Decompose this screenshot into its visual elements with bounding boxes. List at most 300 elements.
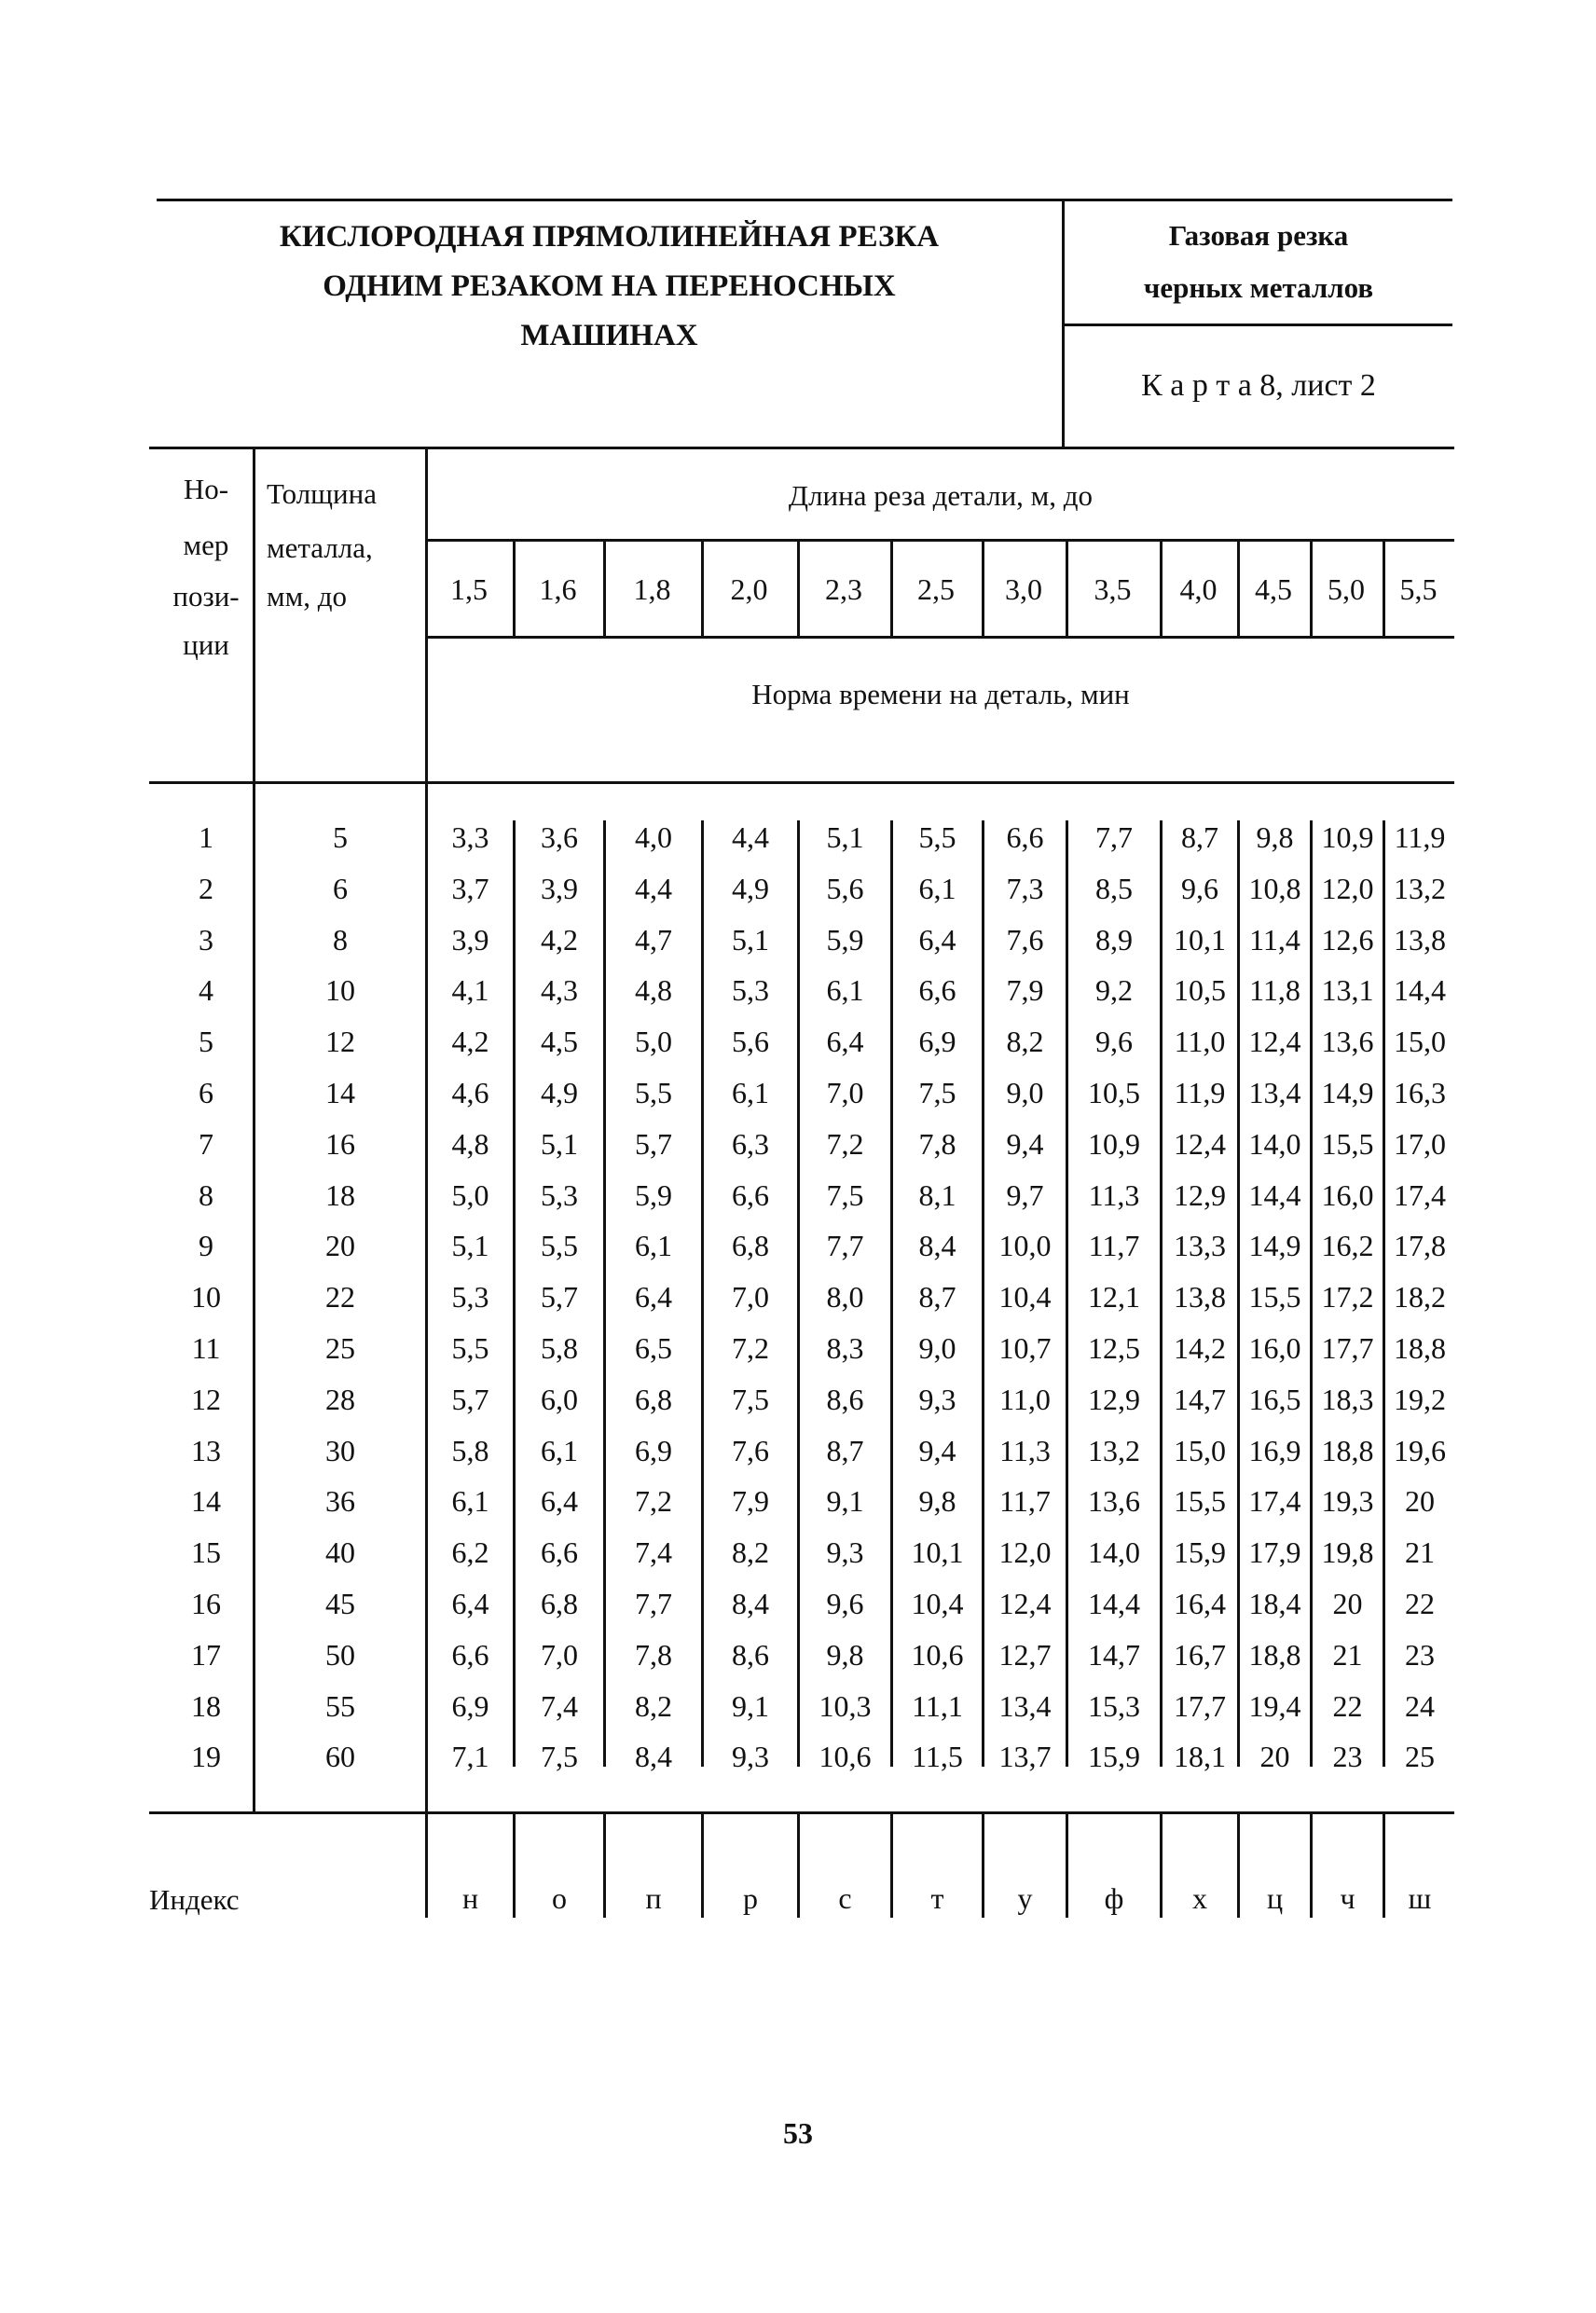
table-cell: 12,4 xyxy=(1248,1025,1301,1058)
table-row-thickness: 22 xyxy=(325,1280,355,1314)
table-cell: 5,5 xyxy=(541,1229,578,1262)
table-cell: 17,9 xyxy=(1248,1535,1301,1569)
table-cell: 7,8 xyxy=(635,1638,672,1672)
table-cell: 16,3 xyxy=(1394,1076,1446,1109)
table-cell: 16,9 xyxy=(1248,1434,1301,1467)
table-cell: 9,7 xyxy=(1006,1178,1044,1212)
table-cell: 13,1 xyxy=(1321,973,1374,1007)
table-cell: 12,7 xyxy=(998,1638,1052,1672)
table-cell: 6,4 xyxy=(918,923,956,957)
length-value: 2,0 xyxy=(730,572,768,606)
rule-body-col-8 xyxy=(1160,820,1163,1767)
table-cell: 8,1 xyxy=(918,1178,956,1212)
table-cell: 10,3 xyxy=(819,1689,872,1723)
table-cell: 12,4 xyxy=(1174,1127,1226,1161)
table-cell: 13,7 xyxy=(998,1740,1052,1773)
table-cell: 6,1 xyxy=(541,1434,578,1467)
table-cell: 9,6 xyxy=(1095,1025,1133,1058)
table-cell: 18,1 xyxy=(1174,1740,1226,1773)
title-line-3: МАШИНАХ xyxy=(520,319,698,352)
length-value: 3,0 xyxy=(1005,572,1042,606)
table-cell: 12,9 xyxy=(1174,1178,1226,1212)
table-cell: 15,3 xyxy=(1088,1689,1140,1723)
col-position-line-2: мер xyxy=(183,529,229,561)
table-cell: 7,2 xyxy=(826,1127,864,1161)
table-cell: 10,6 xyxy=(819,1740,872,1773)
table-cell: 3,3 xyxy=(451,820,489,854)
length-value: 4,0 xyxy=(1179,572,1218,606)
index-value: т xyxy=(930,1881,944,1915)
table-cell: 6,1 xyxy=(451,1484,489,1518)
table-cell: 8,0 xyxy=(826,1280,864,1314)
table-cell: 8,6 xyxy=(732,1638,769,1672)
table-cell: 17,8 xyxy=(1394,1229,1446,1262)
index-value: ф xyxy=(1104,1881,1124,1915)
table-cell: 8,9 xyxy=(1095,923,1133,957)
table-cell: 9,6 xyxy=(1181,872,1218,905)
table-cell: 19,6 xyxy=(1394,1434,1446,1467)
table-row-position: 10 xyxy=(191,1280,221,1314)
rule-body-col-6 xyxy=(982,820,984,1767)
table-cell: 7,5 xyxy=(541,1740,578,1773)
table-cell: 3,7 xyxy=(451,872,489,905)
table-cell: 10,9 xyxy=(1321,820,1374,854)
table-row-position: 9 xyxy=(199,1229,213,1262)
table-cell: 14,4 xyxy=(1088,1587,1140,1620)
table-row-thickness: 45 xyxy=(325,1587,355,1620)
table-cell: 11,0 xyxy=(1174,1025,1226,1058)
table-cell: 14,4 xyxy=(1248,1178,1301,1212)
index-value: с xyxy=(838,1881,852,1915)
table-row-position: 7 xyxy=(199,1127,213,1161)
index-value: ш xyxy=(1408,1881,1432,1915)
table-cell: 8,2 xyxy=(732,1535,769,1569)
table-cell: 5,8 xyxy=(451,1434,489,1467)
table-cell: 6,8 xyxy=(541,1587,578,1620)
table-cell: 16,0 xyxy=(1321,1178,1374,1212)
table-cell: 6,1 xyxy=(635,1229,672,1262)
table-cell: 7,8 xyxy=(918,1127,956,1161)
table-cell: 11,4 xyxy=(1249,923,1300,957)
table-cell: 8,4 xyxy=(732,1587,769,1620)
table-cell: 16,5 xyxy=(1248,1383,1301,1416)
rule-header-bottom xyxy=(149,781,1454,784)
table-row-thickness: 5 xyxy=(333,820,348,854)
table-cell: 12,6 xyxy=(1321,923,1374,957)
table-cell: 7,6 xyxy=(1006,923,1044,957)
table-cell: 15,5 xyxy=(1248,1280,1301,1314)
table-cell: 6,2 xyxy=(451,1535,489,1569)
table-cell: 5,9 xyxy=(635,1178,672,1212)
table-cell: 4,2 xyxy=(541,923,578,957)
table-row-position: 3 xyxy=(199,923,213,957)
table-cell: 6,4 xyxy=(451,1587,489,1620)
table-cell: 6,1 xyxy=(826,973,864,1007)
table-cell: 10,1 xyxy=(1174,923,1226,957)
table-cell: 6,3 xyxy=(732,1127,769,1161)
table-cell: 15,0 xyxy=(1174,1434,1226,1467)
table-cell: 22 xyxy=(1332,1689,1363,1723)
table-cell: 12,9 xyxy=(1088,1383,1140,1416)
table-cell: 7,7 xyxy=(635,1587,672,1620)
table-cell: 9,8 xyxy=(826,1638,864,1672)
table-cell: 6,8 xyxy=(732,1229,769,1262)
table-row-thickness: 40 xyxy=(325,1535,355,1569)
table-cell: 9,0 xyxy=(1006,1076,1044,1109)
table-cell: 9,8 xyxy=(918,1484,956,1518)
table-cell: 8,3 xyxy=(826,1331,864,1365)
rule-body-col-1 xyxy=(513,820,516,1767)
col-thickness-line-2: металла, xyxy=(267,531,373,564)
table-cell: 12,5 xyxy=(1088,1331,1140,1365)
table-cell: 14,4 xyxy=(1394,973,1446,1007)
rule-body-col-11 xyxy=(1383,820,1385,1767)
table-row-position: 18 xyxy=(191,1689,221,1723)
table-row-thickness: 8 xyxy=(333,923,348,957)
table-cell: 13,8 xyxy=(1394,923,1446,957)
index-value: п xyxy=(645,1881,662,1915)
table-cell: 7,1 xyxy=(451,1740,489,1773)
section-line-1: Газовая резка xyxy=(1168,219,1349,252)
table-row-thickness: 6 xyxy=(333,872,348,905)
table-cell: 18,2 xyxy=(1394,1280,1446,1314)
col-thickness-line-1: Толщина xyxy=(267,477,377,510)
table-cell: 4,7 xyxy=(635,923,672,957)
table-cell: 10,9 xyxy=(1088,1127,1140,1161)
table-cell: 3,9 xyxy=(451,923,489,957)
table-cell: 6,6 xyxy=(918,973,956,1007)
table-cell: 19,4 xyxy=(1248,1689,1301,1723)
table-cell: 8,7 xyxy=(918,1280,956,1314)
table-cell: 5,7 xyxy=(451,1383,489,1416)
table-cell: 7,2 xyxy=(732,1331,769,1365)
index-value: ц xyxy=(1266,1881,1284,1915)
card-label: К а р т а 8, лист 2 xyxy=(1141,368,1376,403)
table-cell: 6,5 xyxy=(635,1331,672,1365)
table-cell: 14,9 xyxy=(1248,1229,1301,1262)
index-value: о xyxy=(552,1881,567,1915)
table-cell: 6,0 xyxy=(541,1383,578,1416)
length-value: 5,0 xyxy=(1328,572,1365,606)
table-cell: 10,4 xyxy=(998,1280,1052,1314)
table-cell: 9,6 xyxy=(826,1587,864,1620)
table-cell: 6,9 xyxy=(918,1025,956,1058)
page-number: 53 xyxy=(783,2116,813,2150)
table-cell: 3,9 xyxy=(541,872,578,905)
table-row-position: 5 xyxy=(199,1025,213,1058)
table-cell: 13,3 xyxy=(1174,1229,1226,1262)
table-cell: 7,4 xyxy=(541,1689,578,1723)
table-cell: 12,0 xyxy=(998,1535,1052,1569)
table-cell: 5,5 xyxy=(918,820,956,854)
table-cell: 8,5 xyxy=(1095,872,1133,905)
table-row-thickness: 16 xyxy=(325,1127,355,1161)
col-position-line-3: пози- xyxy=(172,580,240,613)
rule-body-col-9 xyxy=(1237,820,1240,1767)
table-cell: 10,7 xyxy=(998,1331,1052,1365)
table-cell: 5,6 xyxy=(826,872,864,905)
table-cell: 12,4 xyxy=(998,1587,1052,1620)
length-value: 5,5 xyxy=(1399,572,1438,606)
table-cell: 14,9 xyxy=(1321,1076,1374,1109)
table-cell: 5,3 xyxy=(451,1280,489,1314)
table-cell: 18,8 xyxy=(1248,1638,1301,1672)
table-cell: 9,1 xyxy=(826,1484,864,1518)
length-value: 2,5 xyxy=(917,572,955,606)
table-row-position: 8 xyxy=(199,1178,213,1212)
section-line-2: черных металлов xyxy=(1143,271,1374,304)
table-cell: 11,3 xyxy=(999,1434,1051,1467)
table-row-thickness: 55 xyxy=(325,1689,355,1723)
table-cell: 7,5 xyxy=(918,1076,956,1109)
table-cell: 5,3 xyxy=(541,1178,578,1212)
table-cell: 13,4 xyxy=(998,1689,1052,1723)
table-row-thickness: 50 xyxy=(325,1638,355,1672)
length-value: 4,5 xyxy=(1255,572,1292,606)
table-cell: 15,9 xyxy=(1088,1740,1140,1773)
table-cell: 7,9 xyxy=(1006,973,1044,1007)
table-cell: 5,9 xyxy=(826,923,864,957)
index-value: н xyxy=(461,1881,479,1915)
table-cell: 11,7 xyxy=(1088,1229,1140,1262)
table-cell: 8,7 xyxy=(1181,820,1218,854)
table-cell: 6,4 xyxy=(635,1280,672,1314)
table-cell: 11,5 xyxy=(912,1740,963,1773)
table-cell: 9,3 xyxy=(732,1740,769,1773)
table-cell: 7,6 xyxy=(732,1434,769,1467)
col-position-line-1: Но- xyxy=(183,473,229,505)
table-cell: 25 xyxy=(1405,1740,1435,1773)
table-cell: 5,5 xyxy=(451,1331,489,1365)
length-header: Длина реза детали, м, до xyxy=(788,479,1094,512)
table-cell: 10,8 xyxy=(1248,872,1301,905)
table-cell: 17,0 xyxy=(1394,1127,1446,1161)
rule-data-bottom xyxy=(149,1811,1454,1814)
table-cell: 6,6 xyxy=(541,1535,578,1569)
table-cell: 4,0 xyxy=(635,820,672,854)
table-cell: 13,8 xyxy=(1174,1280,1226,1314)
table-cell: 20 xyxy=(1332,1587,1363,1620)
rule-body-col-2 xyxy=(603,820,606,1767)
table-cell: 7,0 xyxy=(732,1280,769,1314)
length-value: 3,5 xyxy=(1094,572,1132,606)
table-cell: 4,4 xyxy=(635,872,672,905)
table-cell: 6,4 xyxy=(541,1484,578,1518)
rule-length-values xyxy=(425,636,1454,639)
table-cell: 7,7 xyxy=(1095,820,1133,854)
table-cell: 4,6 xyxy=(451,1076,489,1109)
table-cell: 6,6 xyxy=(1006,820,1044,854)
table-cell: 4,4 xyxy=(732,820,769,854)
table-cell: 7,5 xyxy=(826,1178,864,1212)
table-cell: 4,1 xyxy=(451,973,489,1007)
table-row-thickness: 14 xyxy=(325,1076,355,1109)
table-cell: 19,8 xyxy=(1321,1535,1374,1569)
index-value: ч xyxy=(1340,1881,1355,1915)
table-row-thickness: 20 xyxy=(325,1229,355,1262)
table-cell: 14,7 xyxy=(1174,1383,1226,1416)
table-row-thickness: 10 xyxy=(325,973,355,1007)
table-cell: 9,4 xyxy=(918,1434,956,1467)
rule-body-col-4 xyxy=(797,820,800,1767)
table-cell: 19,3 xyxy=(1321,1484,1374,1518)
index-value: х xyxy=(1192,1881,1207,1915)
table-cell: 9,1 xyxy=(732,1689,769,1723)
rule-body-col-10 xyxy=(1310,820,1313,1767)
table-cell: 18,3 xyxy=(1321,1383,1374,1416)
table-cell: 6,6 xyxy=(451,1638,489,1672)
table-cell: 17,4 xyxy=(1394,1178,1446,1212)
table-cell: 10,1 xyxy=(911,1535,964,1569)
table-cell: 5,1 xyxy=(826,820,864,854)
table-cell: 19,2 xyxy=(1394,1383,1446,1416)
table-cell: 7,0 xyxy=(826,1076,864,1109)
table-cell: 9,8 xyxy=(1256,820,1294,854)
table-cell: 8,6 xyxy=(826,1383,864,1416)
table-cell: 5,0 xyxy=(635,1025,672,1058)
table-cell: 18,8 xyxy=(1321,1434,1374,1467)
table-cell: 5,5 xyxy=(635,1076,672,1109)
table-cell: 11,8 xyxy=(1249,973,1300,1007)
table-cell: 5,1 xyxy=(732,923,769,957)
table-cell: 15,5 xyxy=(1321,1127,1374,1161)
table-cell: 11,9 xyxy=(1394,820,1446,854)
table-cell: 18,4 xyxy=(1248,1587,1301,1620)
table-cell: 16,4 xyxy=(1174,1587,1226,1620)
table-cell: 11,1 xyxy=(912,1689,963,1723)
table-cell: 4,5 xyxy=(541,1025,578,1058)
rule-body-col-5 xyxy=(890,820,893,1767)
table-cell: 17,4 xyxy=(1248,1484,1301,1518)
index-label: Индекс xyxy=(149,1883,240,1916)
table-cell: 6,9 xyxy=(451,1689,489,1723)
rule-body-col-7 xyxy=(1066,820,1068,1767)
table-cell: 15,5 xyxy=(1174,1484,1226,1518)
table-cell: 5,7 xyxy=(635,1127,672,1161)
table-cell: 14,0 xyxy=(1088,1535,1140,1569)
table-cell: 13,6 xyxy=(1321,1025,1374,1058)
table-cell: 4,3 xyxy=(541,973,578,1007)
table-cell: 13,4 xyxy=(1248,1076,1301,1109)
table-cell: 8,2 xyxy=(635,1689,672,1723)
length-value: 1,6 xyxy=(539,572,577,606)
table-cell: 7,5 xyxy=(732,1383,769,1416)
table-cell: 6,6 xyxy=(732,1178,769,1212)
table-cell: 6,4 xyxy=(826,1025,864,1058)
table-cell: 8,7 xyxy=(826,1434,864,1467)
table-cell: 7,7 xyxy=(826,1229,864,1262)
col-position-line-4: ции xyxy=(183,628,229,661)
table-row-thickness: 60 xyxy=(325,1740,355,1773)
table-cell: 7,9 xyxy=(732,1484,769,1518)
table-row-position: 2 xyxy=(199,872,213,905)
table-cell: 5,1 xyxy=(451,1229,489,1262)
table-cell: 9,2 xyxy=(1095,973,1133,1007)
table-cell: 14,7 xyxy=(1088,1638,1140,1672)
table-cell: 16,0 xyxy=(1248,1331,1301,1365)
table-cell: 11,3 xyxy=(1088,1178,1140,1212)
table-row-position: 6 xyxy=(199,1076,213,1109)
table-cell: 15,9 xyxy=(1174,1535,1226,1569)
rule-length-header xyxy=(425,539,1454,542)
table-cell: 6,9 xyxy=(635,1434,672,1467)
rule-body-col-3 xyxy=(701,820,704,1767)
table-cell: 4,9 xyxy=(732,872,769,905)
table-cell: 7,2 xyxy=(635,1484,672,1518)
table-cell: 11,7 xyxy=(999,1484,1051,1518)
table-cell: 10,5 xyxy=(1174,973,1226,1007)
rule-section-card xyxy=(1064,324,1452,326)
table-cell: 5,0 xyxy=(451,1178,489,1212)
title-line-2: ОДНИМ РЕЗАКОМ НА ПЕРЕНОСНЫХ xyxy=(323,269,896,303)
table-cell: 13,6 xyxy=(1088,1484,1140,1518)
index-value: р xyxy=(743,1881,758,1915)
table-cell: 9,3 xyxy=(918,1383,956,1416)
table-row-position: 13 xyxy=(191,1434,221,1467)
table-cell: 4,2 xyxy=(451,1025,489,1058)
length-value: 2,3 xyxy=(825,572,862,606)
table-row-position: 16 xyxy=(191,1587,221,1620)
table-cell: 22 xyxy=(1405,1587,1435,1620)
table-row-position: 11 xyxy=(191,1331,221,1365)
table-cell: 8,2 xyxy=(1006,1025,1044,1058)
col-thickness-line-3: мм, до xyxy=(267,580,348,613)
table-cell: 7,0 xyxy=(541,1638,578,1672)
table-cell: 20 xyxy=(1405,1484,1435,1518)
table-cell: 21 xyxy=(1405,1535,1435,1569)
table-row-thickness: 18 xyxy=(325,1178,355,1212)
table-row-position: 17 xyxy=(191,1638,221,1672)
table-cell: 18,8 xyxy=(1394,1331,1446,1365)
table-cell: 4,8 xyxy=(451,1127,489,1161)
table-cell: 11,9 xyxy=(1174,1076,1226,1109)
table-cell: 17,7 xyxy=(1321,1331,1374,1365)
table-cell: 5,3 xyxy=(732,973,769,1007)
table-cell: 6,8 xyxy=(635,1383,672,1416)
table-cell: 10,0 xyxy=(998,1229,1052,1262)
length-value: 1,8 xyxy=(633,572,671,606)
norm-header: Норма времени на деталь, мин xyxy=(751,678,1130,710)
table-cell: 8,4 xyxy=(918,1229,956,1262)
table-row-thickness: 28 xyxy=(325,1383,355,1416)
table-cell: 10,6 xyxy=(911,1638,964,1672)
table-row-position: 4 xyxy=(199,973,213,1007)
table-cell: 12,1 xyxy=(1088,1280,1140,1314)
table-row-thickness: 12 xyxy=(325,1025,355,1058)
table-row-position: 15 xyxy=(191,1535,221,1569)
table-cell: 5,7 xyxy=(541,1280,578,1314)
table-cell: 6,1 xyxy=(918,872,956,905)
table-cell: 17,7 xyxy=(1174,1689,1226,1723)
table-row-thickness: 25 xyxy=(325,1331,355,1365)
table-cell: 5,8 xyxy=(541,1331,578,1365)
table-cell: 14,0 xyxy=(1248,1127,1301,1161)
table-cell: 4,8 xyxy=(635,973,672,1007)
table-cell: 7,3 xyxy=(1006,872,1044,905)
table-cell: 9,0 xyxy=(918,1331,956,1365)
table-cell: 7,4 xyxy=(635,1535,672,1569)
table-cell: 9,4 xyxy=(1006,1127,1044,1161)
rule-top xyxy=(157,199,1452,201)
table-cell: 16,7 xyxy=(1174,1638,1226,1672)
table-cell: 13,2 xyxy=(1394,872,1446,905)
table-cell: 5,6 xyxy=(732,1025,769,1058)
table-cell: 3,6 xyxy=(541,820,578,854)
table-row-thickness: 30 xyxy=(325,1434,355,1467)
table-row-thickness: 36 xyxy=(325,1484,355,1518)
table-cell: 15,0 xyxy=(1394,1025,1446,1058)
table-cell: 16,2 xyxy=(1321,1229,1374,1262)
